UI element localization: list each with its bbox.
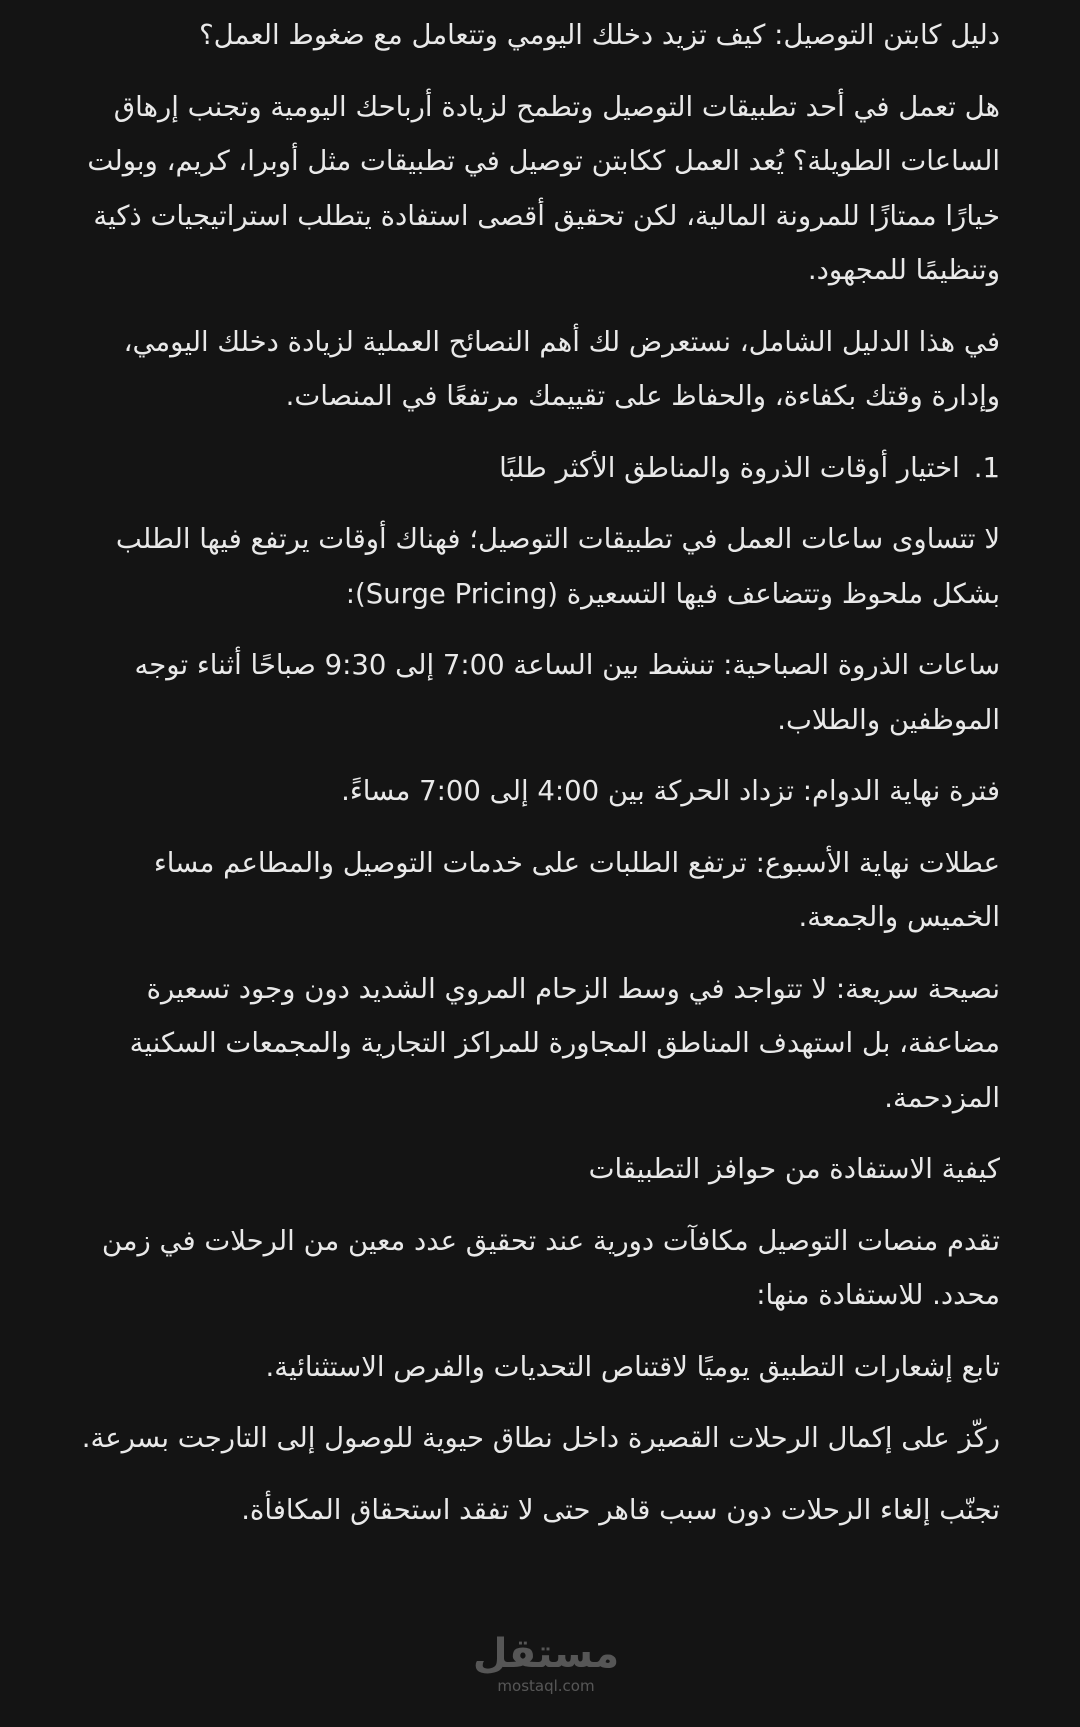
mostaql-watermark [466, 1631, 626, 1709]
watermark-brand: مستقل [472, 1631, 620, 1677]
tip-no-cancel-item: تجنّب إلغاء الرحلات دون سبب قاهر حتى لا تفقد استحقاق المكافأة. [241, 1493, 1000, 1526]
peak-morning-item: ساعات الذروة الصباحية: تنشط بين الساعة 7:00 إلى 9:30 صباحًا أثناء توجه الموظفين والطلاب. [134, 649, 1000, 736]
section-1-heading [65, 441, 1000, 496]
intro-paragraph: هل تعمل في أحد تطبيقات التوصيل وتطمح لزيادة أرباحك اليومية وتجنب إرهاق الساعات الطويلة؟ يُعد العمل ككابتن توصيل في تطبيقات مثل أوبرا، كريم، وبولت خيارًا ممتازًا للمرونة المالية، لكن تحقيق أقصى استفادة يتطلب استراتيجيات ذكية وتنظيمًا للمجهود. [87, 90, 1000, 286]
section-1-intro: لا تتساوى ساعات العمل في تطبيقات التوصيل؛ فهناك أوقات يرتفع فيها الطلب بشكل ملحوظ وتتضاعف فيها التسعيرة (Surge Pricing): [115, 523, 1000, 610]
tip-short-trips-item: ركّز على إكمال الرحلات القصيرة داخل نطاق حيوية للوصول إلى التارجت بسرعة. [81, 1422, 1000, 1454]
watermark-domain: mostaql.com [497, 1677, 595, 1695]
section-2-heading: كيفية الاستفادة من حوافز التطبيقات [588, 1153, 1000, 1185]
article-body [65, 0, 1000, 1554]
section-2-intro: تقدم منصات التوصيل مكافآت دورية عند تحقيق عدد معين من الرحلات في زمن محدد. للاستفادة منها: [101, 1224, 1000, 1311]
section-1-heading-text: اختيار أوقات الذروة والمناطق الأكثر طلبًا [499, 451, 960, 484]
section-1-number: 1. [973, 451, 1000, 484]
tip-notifications-item: تابع إشعارات التطبيق يوميًا لاقتناص التحديات والفرص الاستثنائية. [265, 1350, 1000, 1383]
article-title: دليل كابتن التوصيل: كيف تزيد دخلك اليومي وتتعامل مع ضغوط العمل؟ [199, 19, 1000, 51]
peak-evening-item: فترة نهاية الدوام: تزداد الحركة بين 4:00 إلى 7:00 مساءً. [341, 775, 1000, 807]
quick-tip-paragraph: نصيحة سريعة: لا تتواجد في وسط الزحام المروي الشديد دون وجود تسعيرة مضاعفة، بل استهدف المناطق المجاورة للمراكز التجارية والمجمعات السكنية المزدحمة. [129, 972, 1000, 1114]
overview-paragraph: في هذا الدليل الشامل، نستعرض لك أهم النصائح العملية لزيادة دخلك اليومي، وإدارة وقتك بكفاءة، والحفاظ على تقييمك مرتفعًا في المنصات. [123, 325, 1000, 412]
peak-weekend-item: عطلات نهاية الأسبوع: ترتفع الطلبات على خدمات التوصيل والمطاعم مساء الخميس والجمعة. [153, 846, 1000, 933]
